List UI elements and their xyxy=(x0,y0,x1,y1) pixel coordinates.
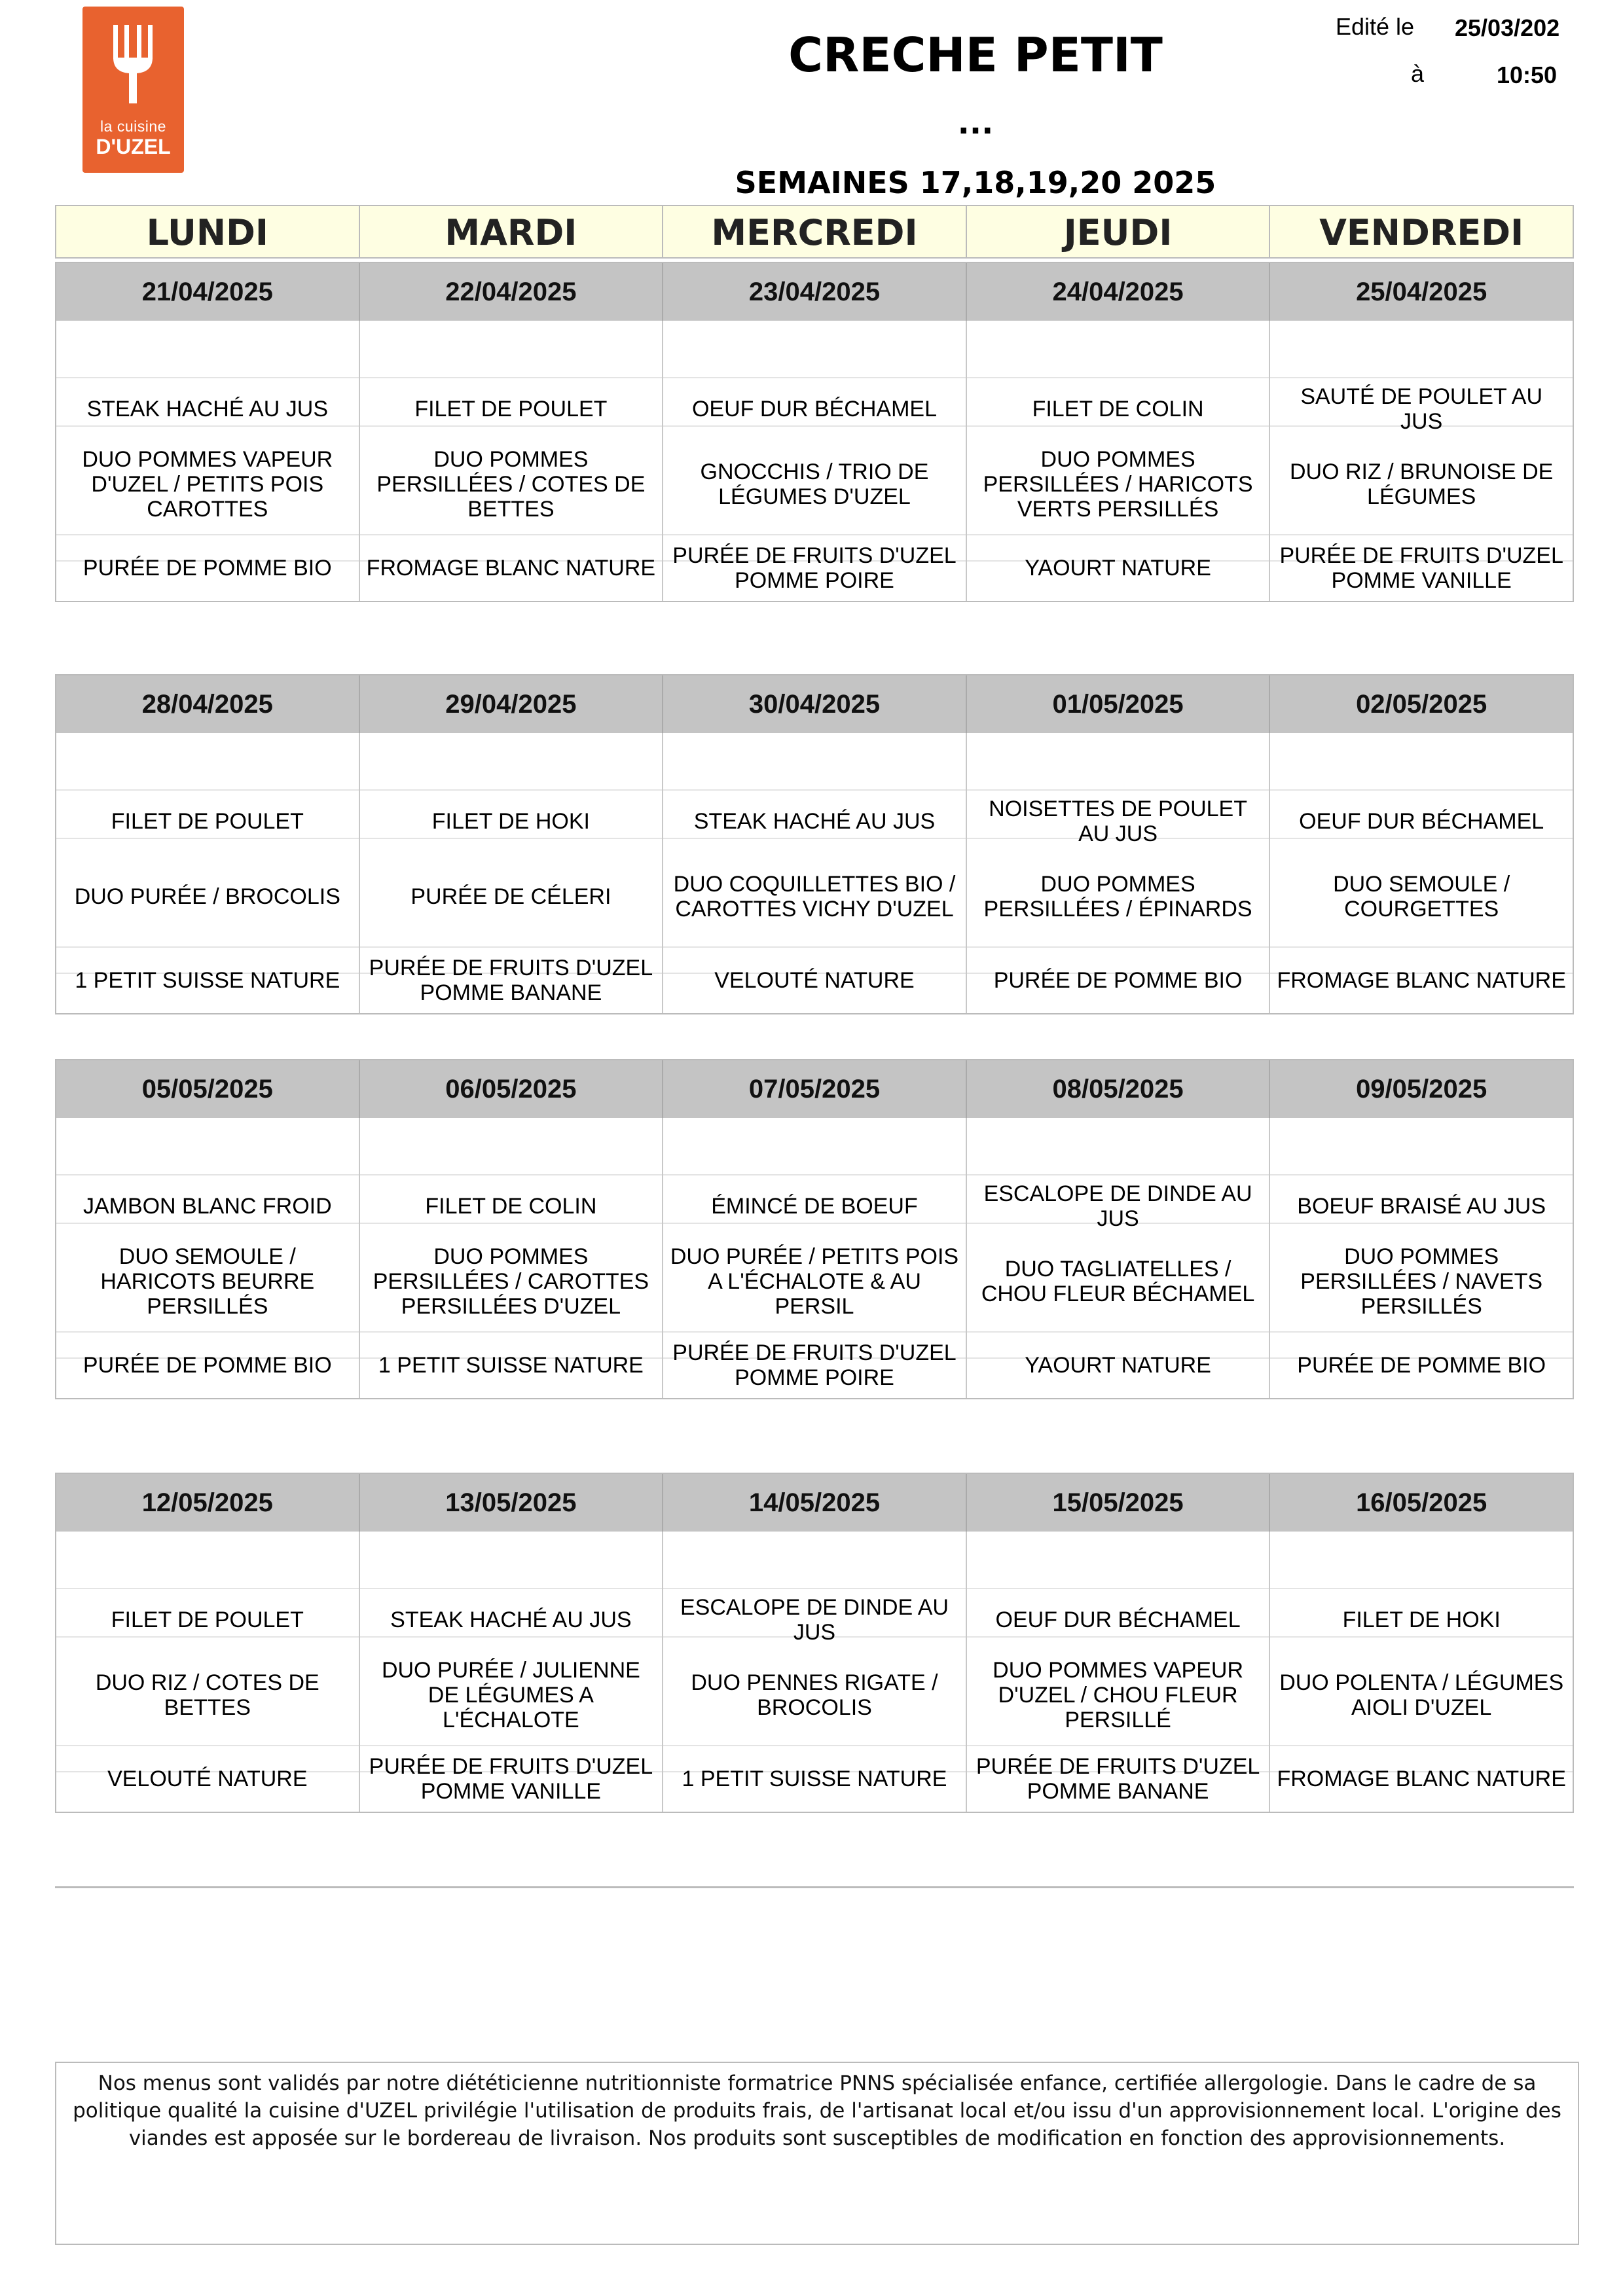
edited-label: Edité le xyxy=(1336,13,1415,40)
menu-cell xyxy=(1270,1532,1573,1812)
menu-cell xyxy=(967,1532,1271,1812)
cell-divider xyxy=(360,1331,663,1333)
menu-meat: FILET DE COLIN xyxy=(1032,397,1204,422)
date-cell: 13/05/2025 xyxy=(360,1474,664,1532)
menu-side: DUO SEMOULE / COURGETTES xyxy=(1333,872,1510,922)
menu-dessert: YAOURT NATURE xyxy=(1025,1352,1211,1378)
logo-line1: la cuisine xyxy=(100,118,166,135)
menu-meat: FILET DE POULET xyxy=(111,809,304,834)
menu-meat: OEUF DUR BÉCHAMEL xyxy=(691,397,938,422)
menu-side: DUO POMMES PERSILLÉES / NAVETS PERSILLÉS xyxy=(1300,1244,1543,1319)
cell-divider xyxy=(1270,1588,1573,1589)
cell-divider xyxy=(56,946,359,948)
day-wednesday: MERCREDI xyxy=(663,206,967,257)
logo-line2: D'UZEL xyxy=(96,135,171,158)
menu-dessert: 1 PETIT SUISSE NATURE xyxy=(75,967,340,993)
cell-divider xyxy=(663,789,966,791)
date-cell: 21/04/2025 xyxy=(56,263,360,321)
day-monday: LUNDI xyxy=(56,206,360,257)
date-cell: 29/04/2025 xyxy=(360,675,664,733)
day-header-row xyxy=(55,205,1574,259)
menu-row xyxy=(56,321,1573,601)
cell-divider xyxy=(663,1174,966,1175)
menu-dessert: PURÉE DE FRUITS D'UZEL POMME VANILLE xyxy=(1279,543,1563,593)
date-cell: 16/05/2025 xyxy=(1356,1488,1487,1517)
menu-cell xyxy=(360,321,664,601)
menu-side: DUO POMMES PERSILLÉES / HARICOTS VERTS PERSILLÉS xyxy=(983,447,1253,522)
menu-side: DUO POLENTA / LÉGUMES AIOLI D'UZEL xyxy=(1279,1670,1564,1720)
weeks-heading: SEMAINES 17,18,19,20 2025 xyxy=(735,165,1216,200)
menu-side: DUO RIZ / COTES DE BETTES xyxy=(95,1670,319,1720)
menu-cell xyxy=(1270,321,1573,601)
menu-dessert: PURÉE DE POMME BIO xyxy=(993,967,1243,993)
cell-divider xyxy=(967,1588,1269,1589)
week-block xyxy=(55,1059,1574,1399)
cell-divider xyxy=(1270,1174,1573,1175)
cell-divider xyxy=(56,1174,359,1175)
cell-divider xyxy=(967,1745,1269,1746)
menu-cell xyxy=(56,321,360,601)
menu-cell xyxy=(663,1118,967,1398)
menu-side: DUO POMMES PERSILLÉES / COTES DE BETTES xyxy=(376,447,646,522)
cell-divider xyxy=(360,789,663,791)
menu-meat: STEAK HACHÉ AU JUS xyxy=(86,397,328,422)
menu-meat: OEUF DUR BÉCHAMEL xyxy=(1299,809,1544,834)
divider xyxy=(55,1886,1574,1888)
date-cell: 08/05/2025 xyxy=(967,1060,1271,1118)
menu-meat: ÉMINCÉ DE BOEUF xyxy=(711,1194,918,1219)
menu-side: DUO PURÉE / PETITS POIS A L'ÉCHALOTE & AU PERSIL xyxy=(670,1244,959,1319)
menu-dessert: FROMAGE BLANC NATURE xyxy=(1277,967,1566,993)
cell-divider xyxy=(1270,789,1573,791)
cell-divider xyxy=(967,1331,1269,1333)
menu-cell xyxy=(663,733,967,1013)
menu-dessert: YAOURT NATURE xyxy=(1025,555,1211,581)
menu-row xyxy=(56,1118,1573,1398)
menu-side: GNOCCHIS / TRIO DE LÉGUMES D'UZEL xyxy=(700,459,929,509)
menu-side: DUO PURÉE / JULIENNE DE LÉGUMES A L'ÉCHALOTE xyxy=(381,1658,640,1732)
logo xyxy=(82,7,184,173)
menu-meat: FILET DE HOKI xyxy=(1342,1607,1501,1632)
week-block xyxy=(55,262,1574,602)
menu-dessert: VELOUTÉ NATURE xyxy=(714,967,915,993)
fork-icon xyxy=(112,25,154,103)
date-cell: 25/04/2025 xyxy=(1356,278,1487,306)
date-cell: 23/04/2025 xyxy=(663,263,967,321)
cell-divider xyxy=(967,377,1269,378)
menu-dessert: 1 PETIT SUISSE NATURE xyxy=(682,1766,947,1791)
page-subtitle: ... xyxy=(957,105,994,141)
date-row xyxy=(56,675,1573,733)
menu-meat: JAMBON BLANC FROID xyxy=(82,1194,332,1219)
menu-meat: FILET DE HOKI xyxy=(431,809,590,834)
footer-note: Nos menus sont validés par notre diététicienne nutritionniste formatrice PNNS spécialisée enfance, certifiée allergologie. Dans le cadre de sa politique qualité la cuisine d'UZEL privilégie l'utilisation de produits frais, de l'artisanat local et/ou issu d'un approvisionnement local. L'origine des viandes est apposée sur le bordereau de livraison. Nos produits sont susceptibles de modification en fonction des approvisionnements. xyxy=(55,2062,1579,2245)
menu-side: DUO PENNES RIGATE / BROCOLIS xyxy=(691,1670,938,1720)
menu-cell xyxy=(967,1118,1271,1398)
cell-divider xyxy=(1270,1331,1573,1333)
cell-divider xyxy=(1270,1745,1573,1746)
menu-cell xyxy=(56,1118,360,1398)
at-label: à xyxy=(1411,60,1425,87)
week-block xyxy=(55,674,1574,1014)
cell-divider xyxy=(360,1588,663,1589)
cell-divider xyxy=(967,534,1269,535)
cell-divider xyxy=(56,377,359,378)
menu-meat: ESCALOPE DE DINDE AU JUS xyxy=(983,1181,1252,1231)
cell-divider xyxy=(360,1174,663,1175)
cell-divider xyxy=(56,534,359,535)
cell-divider xyxy=(1270,377,1573,378)
menu-meat: FILET DE POULET xyxy=(414,397,608,422)
menu-dessert: VELOUTÉ NATURE xyxy=(107,1766,308,1791)
cell-divider xyxy=(360,377,663,378)
menu-dessert: PURÉE DE POMME BIO xyxy=(82,555,332,581)
menu-dessert: PURÉE DE FRUITS D'UZEL POMME VANILLE xyxy=(369,1753,653,1804)
cell-divider xyxy=(1270,946,1573,948)
menu-meat: ESCALOPE DE DINDE AU JUS xyxy=(680,1595,949,1645)
date-cell: 14/05/2025 xyxy=(663,1474,967,1532)
menu-dessert: PURÉE DE POMME BIO xyxy=(1297,1352,1546,1378)
menu-meat: NOISETTES DE POULET AU JUS xyxy=(989,797,1247,846)
menu-cell xyxy=(1270,733,1573,1013)
cell-divider xyxy=(663,1331,966,1333)
menu-side: DUO POMMES VAPEUR D'UZEL / CHOU FLEUR PERSILLÉ xyxy=(993,1658,1244,1732)
menu-meat: FILET DE COLIN xyxy=(425,1194,597,1219)
cell-divider xyxy=(56,789,359,791)
menu-dessert: PURÉE DE POMME BIO xyxy=(82,1352,332,1378)
cell-divider xyxy=(663,377,966,378)
menu-dessert: 1 PETIT SUISSE NATURE xyxy=(378,1352,644,1378)
cell-divider xyxy=(360,946,663,948)
menu-meat: OEUF DUR BÉCHAMEL xyxy=(995,1607,1241,1632)
menu-meat: SAUTÉ DE POULET AU JUS xyxy=(1300,384,1543,434)
menu-cell xyxy=(56,733,360,1013)
menu-dessert: PURÉE DE FRUITS D'UZEL POMME POIRE xyxy=(672,1340,957,1390)
date-cell: 02/05/2025 xyxy=(1356,690,1487,719)
day-tuesday: MARDI xyxy=(360,206,664,257)
menu-cell xyxy=(663,321,967,601)
cell-divider xyxy=(56,1331,359,1333)
menu-side: DUO POMMES PERSILLÉES / CAROTTES PERSILLÉES D'UZEL xyxy=(373,1244,649,1319)
menu-cell xyxy=(360,1118,664,1398)
menu-side: DUO TAGLIATELLES / CHOU FLEUR BÉCHAMEL xyxy=(981,1257,1255,1306)
menu-dessert: FROMAGE BLANC NATURE xyxy=(1277,1766,1566,1791)
menu-side: DUO SEMOULE / HARICOTS BEURRE PERSILLÉS xyxy=(100,1244,315,1319)
cell-divider xyxy=(967,1174,1269,1175)
menu-cell xyxy=(967,321,1271,601)
menu-side: DUO POMMES PERSILLÉES / ÉPINARDS xyxy=(983,872,1252,922)
menu-row xyxy=(56,1532,1573,1812)
cell-divider xyxy=(663,1745,966,1746)
date-row xyxy=(56,1060,1573,1118)
menu-meat: FILET DE POULET xyxy=(111,1607,304,1632)
date-cell: 28/04/2025 xyxy=(56,675,360,733)
date-cell: 05/05/2025 xyxy=(56,1060,360,1118)
date-cell: 09/05/2025 xyxy=(1356,1075,1487,1103)
date-cell: 06/05/2025 xyxy=(360,1060,664,1118)
cell-divider xyxy=(663,946,966,948)
cell-divider xyxy=(967,946,1269,948)
menu-side: DUO POMMES VAPEUR D'UZEL / PETITS POIS CAROTTES xyxy=(82,447,333,522)
cell-divider xyxy=(360,1745,663,1746)
menu-side: DUO PURÉE / BROCOLIS xyxy=(74,884,340,909)
cell-divider xyxy=(360,534,663,535)
menu-row xyxy=(56,733,1573,1013)
week-block xyxy=(55,1473,1574,1813)
day-thursday: JEUDI xyxy=(967,206,1271,257)
date-cell: 24/04/2025 xyxy=(967,263,1271,321)
menu-meat: STEAK HACHÉ AU JUS xyxy=(693,809,936,834)
cell-divider xyxy=(1270,534,1573,535)
cell-divider xyxy=(56,1745,359,1746)
menu-cell xyxy=(967,733,1271,1013)
menu-dessert: PURÉE DE FRUITS D'UZEL POMME BANANE xyxy=(369,955,653,1005)
day-friday: VENDREDI xyxy=(1319,212,1524,253)
date-cell: 22/04/2025 xyxy=(360,263,664,321)
page-title: CRECHE PETIT xyxy=(788,27,1163,82)
menu-cell xyxy=(360,733,664,1013)
edited-date: 25/03/202 xyxy=(1455,14,1560,41)
menu-cell xyxy=(663,1532,967,1812)
date-cell: 15/05/2025 xyxy=(967,1474,1271,1532)
menu-cell xyxy=(56,1532,360,1812)
date-cell: 12/05/2025 xyxy=(56,1474,360,1532)
edited-time: 10:50 xyxy=(1497,62,1558,88)
cell-divider xyxy=(663,534,966,535)
menu-cell xyxy=(1270,1118,1573,1398)
date-cell: 30/04/2025 xyxy=(663,675,967,733)
cell-divider xyxy=(967,789,1269,791)
menu-meat: STEAK HACHÉ AU JUS xyxy=(390,1607,632,1632)
menu-side: DUO RIZ / BRUNOISE DE LÉGUMES xyxy=(1289,459,1554,509)
date-row xyxy=(56,1474,1573,1532)
menu-dessert: PURÉE DE FRUITS D'UZEL POMME BANANE xyxy=(976,1753,1260,1804)
menu-meat: BOEUF BRAISÉ AU JUS xyxy=(1297,1194,1546,1219)
menu-dessert: PURÉE DE FRUITS D'UZEL POMME POIRE xyxy=(672,543,957,593)
menu-side: DUO COQUILLETTES BIO / CAROTTES VICHY D'UZEL xyxy=(673,872,956,922)
date-cell: 01/05/2025 xyxy=(967,675,1271,733)
date-cell: 07/05/2025 xyxy=(663,1060,967,1118)
cell-divider xyxy=(56,1588,359,1589)
date-row xyxy=(56,263,1573,321)
menu-dessert: FROMAGE BLANC NATURE xyxy=(366,555,656,581)
menu-side: PURÉE DE CÉLERI xyxy=(410,884,611,909)
menu-cell xyxy=(360,1532,664,1812)
cell-divider xyxy=(663,1588,966,1589)
